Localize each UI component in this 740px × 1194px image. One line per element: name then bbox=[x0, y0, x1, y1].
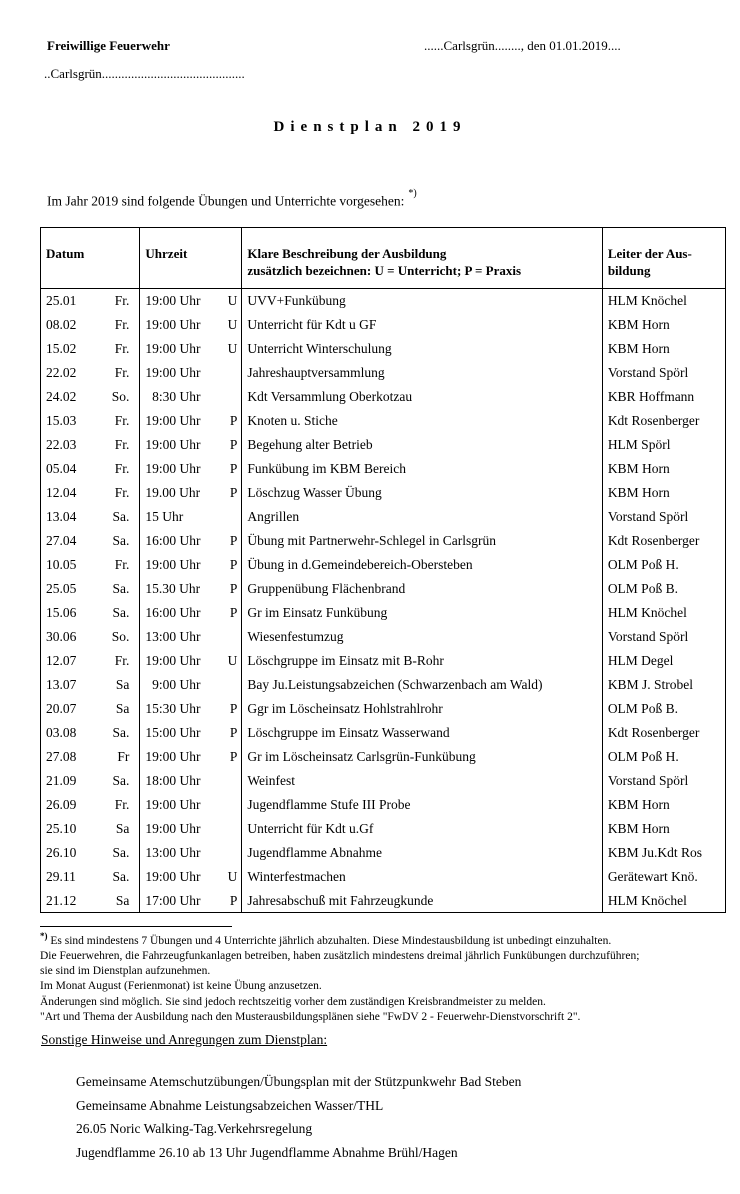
date-value: 08.02 bbox=[46, 316, 77, 332]
cell-leader: OLM Poß B. bbox=[602, 577, 725, 601]
header-leader-line1: Leiter der Aus- bbox=[607, 246, 692, 261]
time-value: 15:00 Uhr bbox=[145, 724, 201, 740]
weekday-value: Fr. bbox=[114, 316, 130, 332]
cell-leader: Vorstand Spörl bbox=[602, 769, 725, 793]
cell-description: Ggr im Löscheinsatz Hohlstrahlrohr bbox=[242, 697, 602, 721]
cell-date bbox=[41, 625, 140, 649]
cell-time bbox=[140, 697, 242, 721]
table-row bbox=[41, 433, 726, 457]
footnote-mark: *) bbox=[40, 931, 48, 941]
date-value: 22.03 bbox=[46, 436, 77, 452]
footnote-line-1 bbox=[40, 929, 740, 949]
cell-time bbox=[140, 889, 242, 913]
cell-leader: Vorstand Spörl bbox=[602, 505, 725, 529]
cell-time bbox=[140, 553, 242, 577]
cell-leader: OLM Poß H. bbox=[602, 745, 725, 769]
weekday-value: Sa bbox=[115, 892, 130, 908]
time-value: 19:00 Uhr bbox=[145, 820, 201, 836]
cell-leader: KBM Horn bbox=[602, 817, 725, 841]
date-value: 15.02 bbox=[46, 340, 77, 356]
cell-date bbox=[41, 313, 140, 337]
table-row bbox=[41, 889, 726, 913]
cell-description: Jugendflamme Stufe III Probe bbox=[242, 793, 602, 817]
time-value: 19:00 Uhr bbox=[145, 556, 201, 572]
date-value: 25.01 bbox=[46, 293, 77, 308]
cell-time bbox=[140, 601, 242, 625]
cell-description: Übung mit Partnerwehr-Schlegel in Carlsgrün bbox=[242, 529, 602, 553]
time-value: 19.00 Uhr bbox=[145, 484, 201, 500]
cell-leader: Vorstand Spörl bbox=[602, 361, 725, 385]
hints-title: Sonstige Hinweise und Anregungen zum Dienstplan: bbox=[41, 1032, 328, 1047]
cell-description: Unterricht Winterschulung bbox=[242, 337, 602, 361]
weekday-value: Fr. bbox=[114, 796, 130, 812]
cell-time bbox=[140, 337, 242, 361]
weekday-value: Sa. bbox=[112, 844, 130, 860]
date-value: 13.04 bbox=[46, 508, 77, 524]
time-value: 18:00 Uhr bbox=[145, 772, 201, 788]
footnote-line-4: Im Monat August (Ferienmonat) ist keine Übung anzusetzen. bbox=[40, 980, 322, 993]
weekday-value: Sa. bbox=[112, 772, 130, 788]
cell-time bbox=[140, 457, 242, 481]
cell-description: Gr im Einsatz Funkübung bbox=[242, 601, 602, 625]
footnote-line-2: Die Feuerwehren, die Fahrzeugfunkanlagen betreiben, haben zusätzlich mindestens dreimal jährlich Funkübungen durchzuführen; bbox=[40, 950, 640, 963]
date-value: 27.08 bbox=[46, 748, 77, 764]
cell-description: Wiesenfestumzug bbox=[242, 625, 602, 649]
table-row bbox=[41, 817, 726, 841]
weekday-value: Fr. bbox=[114, 556, 130, 572]
date-value: 29.11 bbox=[46, 868, 76, 884]
weekday-value: Sa. bbox=[112, 868, 130, 884]
organization-name: Freiwillige Feuerwehr bbox=[47, 38, 170, 53]
intro-sentence: Im Jahr 2019 sind folgende Übungen und Unterrichte vorgesehen: bbox=[47, 193, 405, 209]
cell-date bbox=[41, 361, 140, 385]
time-value: 19:00 Uhr bbox=[145, 652, 201, 668]
date-value: 30.06 bbox=[46, 628, 77, 644]
cell-time bbox=[140, 361, 242, 385]
time-value: 15 Uhr bbox=[145, 508, 184, 524]
time-value: 13:00 Uhr bbox=[145, 844, 201, 860]
table-row bbox=[41, 361, 726, 385]
cell-date bbox=[41, 745, 140, 769]
table-row bbox=[41, 601, 726, 625]
table-row bbox=[41, 841, 726, 865]
type-value: P bbox=[229, 604, 238, 620]
cell-time bbox=[140, 577, 242, 601]
cell-description: Löschzug Wasser Übung bbox=[242, 481, 602, 505]
table-row bbox=[41, 577, 726, 601]
time-value: 19:00 Uhr bbox=[145, 364, 201, 380]
cell-date bbox=[41, 433, 140, 457]
date-value: 12.04 bbox=[46, 484, 77, 500]
weekday-value: Fr. bbox=[114, 340, 130, 356]
hint-item: Gemeinsame Atemschutzübungen/Übungsplan mit der Stützpunkwehr Bad Steben bbox=[76, 1074, 522, 1089]
weekday-value: Sa. bbox=[112, 508, 130, 524]
cell-description: Unterricht für Kdt u GF bbox=[242, 313, 602, 337]
time-value: 19:00 Uhr bbox=[145, 293, 201, 308]
cell-date bbox=[41, 673, 140, 697]
weekday-value: Sa bbox=[115, 820, 130, 836]
cell-time bbox=[140, 529, 242, 553]
date-value: 22.02 bbox=[46, 364, 77, 380]
time-value: 19:00 Uhr bbox=[145, 460, 201, 476]
footnote-text: Es sind mindestens 7 Übungen und 4 Unterrichte jährlich abzuhalten. Diese Mindestausbildung ist unbedingt einzuhalten. bbox=[50, 934, 612, 947]
type-value: P bbox=[229, 532, 238, 548]
date-value: 15.03 bbox=[46, 412, 77, 428]
date-value: 13.07 bbox=[46, 676, 77, 692]
type-value: U bbox=[227, 316, 238, 332]
footnotes bbox=[40, 929, 740, 1025]
table-row bbox=[41, 745, 726, 769]
cell-time bbox=[140, 721, 242, 745]
cell-leader: OLM Poß B. bbox=[602, 697, 725, 721]
cell-leader: KBM Horn bbox=[602, 337, 725, 361]
date-value: 26.09 bbox=[46, 796, 77, 812]
time-value: 19:00 Uhr bbox=[145, 436, 201, 452]
type-value: U bbox=[227, 340, 238, 356]
cell-time bbox=[140, 865, 242, 889]
cell-leader: KBM Horn bbox=[602, 793, 725, 817]
header-description-line1: Klare Beschreibung der Ausbildung bbox=[247, 246, 447, 261]
table-row bbox=[41, 721, 726, 745]
cell-description: Bay Ju.Leistungsabzeichen (Schwarzenbach am Wald) bbox=[242, 673, 602, 697]
location-line: ..Carlsgrün............................................ bbox=[44, 66, 245, 81]
cell-description: Unterricht für Kdt u.Gf bbox=[242, 817, 602, 841]
time-value: 13:00 Uhr bbox=[145, 628, 201, 644]
time-value: 15:30 Uhr bbox=[145, 700, 201, 716]
cell-description: Gr im Löscheinsatz Carlsgrün-Funkübung bbox=[242, 745, 602, 769]
type-value: U bbox=[227, 293, 238, 308]
table-row bbox=[41, 457, 726, 481]
cell-date bbox=[41, 865, 140, 889]
cell-time bbox=[140, 745, 242, 769]
cell-time bbox=[140, 817, 242, 841]
cell-leader: KBM Horn bbox=[602, 481, 725, 505]
cell-description: Begehung alter Betrieb bbox=[242, 433, 602, 457]
cell-description: Winterfestmachen bbox=[242, 865, 602, 889]
cell-time bbox=[140, 505, 242, 529]
table-row bbox=[41, 337, 726, 361]
cell-description: Löschgruppe im Einsatz mit B-Rohr bbox=[242, 649, 602, 673]
cell-time bbox=[140, 433, 242, 457]
cell-leader: KBR Hoffmann bbox=[602, 385, 725, 409]
header-leader-line2: bildung bbox=[607, 263, 651, 278]
table-header-row bbox=[41, 228, 726, 289]
time-value: 19:00 Uhr bbox=[145, 748, 201, 764]
cell-leader: HLM Spörl bbox=[602, 433, 725, 457]
cell-date bbox=[41, 577, 140, 601]
cell-date bbox=[41, 697, 140, 721]
type-value: U bbox=[224, 868, 238, 884]
place-date-line: ......Carlsgrün........, den 01.01.2019.... bbox=[424, 38, 621, 53]
table-row bbox=[41, 769, 726, 793]
cell-date bbox=[41, 889, 140, 913]
type-value: P bbox=[226, 700, 238, 716]
cell-time bbox=[140, 409, 242, 433]
service-schedule-table bbox=[40, 227, 726, 913]
cell-description: Gruppenübung Flächenbrand bbox=[242, 577, 602, 601]
cell-date bbox=[41, 769, 140, 793]
weekday-value: So. bbox=[111, 388, 130, 404]
cell-leader: Kdt Rosenberger bbox=[602, 529, 725, 553]
cell-date bbox=[41, 553, 140, 577]
date-value: 25.05 bbox=[46, 580, 77, 596]
cell-time bbox=[140, 841, 242, 865]
date-value: 25.10 bbox=[46, 820, 77, 836]
type-value: P bbox=[226, 892, 238, 908]
type-value: P bbox=[226, 724, 238, 740]
table-row bbox=[41, 505, 726, 529]
type-value: P bbox=[229, 484, 238, 500]
weekday-value: Fr. bbox=[114, 652, 130, 668]
weekday-value: Sa. bbox=[112, 532, 130, 548]
date-value: 10.05 bbox=[46, 556, 77, 572]
table-row bbox=[41, 673, 726, 697]
cell-leader: Vorstand Spörl bbox=[602, 625, 725, 649]
header-leader bbox=[602, 228, 725, 289]
date-value: 21.09 bbox=[46, 772, 77, 788]
date-value: 12.07 bbox=[46, 652, 77, 668]
cell-leader: KBM Horn bbox=[602, 457, 725, 481]
weekday-value: Fr. bbox=[114, 412, 130, 428]
time-value: 8:30 Uhr bbox=[145, 388, 201, 404]
date-value: 27.04 bbox=[46, 532, 77, 548]
type-value: P bbox=[226, 748, 238, 764]
weekday-value: So. bbox=[111, 628, 130, 644]
cell-date bbox=[41, 817, 140, 841]
weekday-value: Sa bbox=[115, 700, 130, 716]
cell-date bbox=[41, 505, 140, 529]
cell-leader: HLM Knöchel bbox=[602, 889, 725, 913]
cell-date bbox=[41, 601, 140, 625]
time-value: 16:00 Uhr bbox=[145, 532, 201, 548]
weekday-value: Fr. bbox=[114, 460, 130, 476]
weekday-value: Fr. bbox=[114, 364, 130, 380]
hint-item: Gemeinsame Abnahme Leistungsabzeichen Wasser/THL bbox=[76, 1097, 384, 1113]
type-value: P bbox=[229, 580, 238, 596]
table-row bbox=[41, 289, 726, 313]
weekday-value: Fr. bbox=[114, 293, 130, 308]
cell-leader: OLM Poß H. bbox=[602, 553, 725, 577]
cell-time bbox=[140, 673, 242, 697]
cell-description: Knoten u. Stiche bbox=[242, 409, 602, 433]
date-value: 20.07 bbox=[46, 700, 77, 716]
time-value: 17:00 Uhr bbox=[145, 892, 201, 908]
table-row bbox=[41, 649, 726, 673]
cell-time bbox=[140, 649, 242, 673]
table-row bbox=[41, 481, 726, 505]
cell-date bbox=[41, 457, 140, 481]
cell-time bbox=[140, 313, 242, 337]
cell-description: Jahresabschuß mit Fahrzeugkunde bbox=[242, 889, 602, 913]
type-value: U bbox=[224, 652, 238, 668]
table-row bbox=[41, 409, 726, 433]
date-value: 24.02 bbox=[46, 388, 77, 404]
footnote-line-6: "Art und Thema der Ausbildung nach den Musterausbildungsplänen siehe "FwDV 2 - Feuerwehr-Dienstvorschrift 2". bbox=[40, 1010, 581, 1023]
cell-leader: Gerätewart Knö. bbox=[602, 865, 725, 889]
header-description-line2: zusätzlich bezeichnen: U = Unterricht; P = Praxis bbox=[247, 263, 522, 278]
cell-leader: HLM Knöchel bbox=[602, 601, 725, 625]
cell-description: Angrillen bbox=[242, 505, 602, 529]
time-value: 15.30 Uhr bbox=[145, 580, 201, 596]
cell-time bbox=[140, 385, 242, 409]
time-value: 19:00 Uhr bbox=[145, 796, 201, 812]
weekday-value: Sa. bbox=[112, 724, 130, 740]
cell-time bbox=[140, 289, 242, 313]
hint-item: Jugendflamme 26.10 ab 13 Uhr Jugendflamme Abnahme Brühl/Hagen bbox=[76, 1144, 458, 1160]
cell-leader: HLM Knöchel bbox=[602, 289, 725, 313]
table-row bbox=[41, 625, 726, 649]
table-row bbox=[41, 865, 726, 889]
time-value: 16:00 Uhr bbox=[145, 604, 201, 620]
footnote-divider bbox=[40, 926, 232, 927]
date-value: 15.06 bbox=[46, 604, 77, 620]
weekday-value: Sa. bbox=[112, 580, 130, 596]
table-body bbox=[41, 289, 726, 913]
table-row bbox=[41, 553, 726, 577]
cell-time bbox=[140, 769, 242, 793]
footnote-line-3: sie sind im Dienstplan aufzunehmen. bbox=[40, 965, 211, 978]
weekday-value: Sa. bbox=[112, 604, 130, 620]
time-value: 9:00 Uhr bbox=[145, 676, 201, 692]
cell-date bbox=[41, 649, 140, 673]
cell-time bbox=[140, 481, 242, 505]
time-value: 19:00 Uhr bbox=[145, 340, 201, 356]
hint-item: 26.05 Noric Walking-Tag.Verkehrsregelung bbox=[76, 1121, 313, 1136]
document-title: Dienstplan 2019 bbox=[273, 119, 467, 135]
table-row bbox=[41, 313, 726, 337]
time-value: 19:00 Uhr bbox=[145, 868, 201, 884]
weekday-value: Fr bbox=[117, 748, 130, 764]
cell-date bbox=[41, 337, 140, 361]
table-row bbox=[41, 529, 726, 553]
cell-time bbox=[140, 625, 242, 649]
weekday-value: Sa bbox=[115, 676, 130, 692]
weekday-value: Fr. bbox=[114, 484, 130, 500]
table-row bbox=[41, 697, 726, 721]
cell-description: Funkübung im KBM Bereich bbox=[242, 457, 602, 481]
cell-date bbox=[41, 289, 140, 313]
table-row bbox=[41, 385, 726, 409]
cell-leader: KBM Horn bbox=[602, 313, 725, 337]
header-description bbox=[242, 228, 602, 289]
cell-date bbox=[41, 793, 140, 817]
cell-date bbox=[41, 529, 140, 553]
date-value: 21.12 bbox=[46, 892, 77, 908]
time-value: 19:00 Uhr bbox=[145, 412, 201, 428]
type-value: P bbox=[229, 556, 238, 572]
cell-description: Jugendflamme Abnahme bbox=[242, 841, 602, 865]
header-time: Uhrzeit bbox=[140, 228, 242, 289]
intro-text bbox=[47, 188, 417, 210]
date-value: 26.10 bbox=[46, 844, 77, 860]
cell-description: Löschgruppe im Einsatz Wasserwand bbox=[242, 721, 602, 745]
cell-date bbox=[41, 385, 140, 409]
cell-description: Jahreshauptversammlung bbox=[242, 361, 602, 385]
cell-date bbox=[41, 721, 140, 745]
type-value: P bbox=[229, 412, 238, 428]
cell-description: Übung in d.Gemeindebereich-Obersteben bbox=[242, 553, 602, 577]
cell-leader: Kdt Rosenberger bbox=[602, 409, 725, 433]
cell-leader: KBM J. Strobel bbox=[602, 673, 725, 697]
cell-date bbox=[41, 841, 140, 865]
date-value: 03.08 bbox=[46, 724, 77, 740]
type-value: P bbox=[229, 460, 238, 476]
date-value: 05.04 bbox=[46, 460, 77, 476]
time-value: 19:00 Uhr bbox=[145, 316, 201, 332]
intro-footnote-mark: *) bbox=[408, 188, 417, 199]
cell-description: Kdt Versammlung Oberkotzau bbox=[242, 385, 602, 409]
header-date: Datum bbox=[41, 228, 140, 289]
cell-description: UVV+Funkübung bbox=[242, 289, 602, 313]
cell-leader: HLM Degel bbox=[602, 649, 725, 673]
cell-date bbox=[41, 409, 140, 433]
hints-list bbox=[76, 1070, 521, 1164]
cell-leader: Kdt Rosenberger bbox=[602, 721, 725, 745]
cell-leader: KBM Ju.Kdt Ros bbox=[602, 841, 725, 865]
cell-description: Weinfest bbox=[242, 769, 602, 793]
cell-time bbox=[140, 793, 242, 817]
table-row bbox=[41, 793, 726, 817]
type-value: P bbox=[229, 436, 238, 452]
footnote-line-5: Änderungen sind möglich. Sie sind jedoch rechtszeitig vorher dem zuständigen Kreisbrandmeister zu melden. bbox=[40, 995, 546, 1008]
weekday-value: Fr. bbox=[114, 436, 130, 452]
cell-date bbox=[41, 481, 140, 505]
